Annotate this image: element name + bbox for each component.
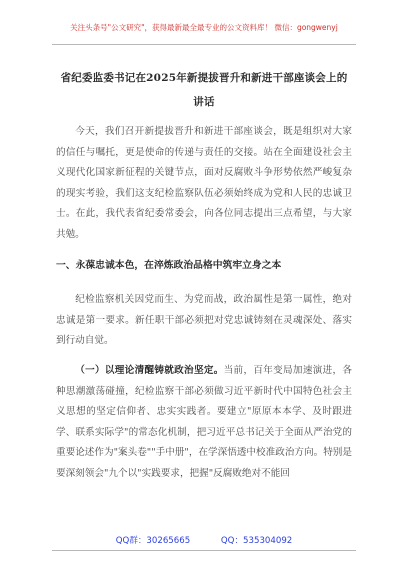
footer-qq-group: QQ群：30265665 <box>115 536 191 546</box>
header-divider <box>52 44 356 45</box>
paragraph-subsection-1 <box>56 361 352 484</box>
subsection-lead: （一）以理论清醒铸就政治坚定。 <box>75 365 224 376</box>
header-banner: 关注头条号"公文研究"，获得最新最全最专业的公文资料库！ 微信：gongwenyj <box>70 23 338 32</box>
paragraph-section-1: 纪检监察机关因党而生、为党而战，政治属性是第一属性，绝对忠诚是第一要求。新任职干部必须把对党忠诚铸刻在灵魂深处、落实到行动自觉。 <box>56 294 352 346</box>
footer-divider <box>52 550 356 551</box>
section-heading-1: 一、永葆忠诚本色，在淬炼政治品格中筑牢立身之本 <box>56 260 282 271</box>
paragraph-intro: 今天，我们召开新提拔晋升和新进干部座谈会，既是组织对大家的信任与嘱托，更是使命的传递与责任的交接。站在全面建设社会主义现代化国家新征程的关键节点，面对反腐败斗争形势依然严峻复杂的现实考验，我们这支纪检监察队伍必须始终成为党和人民的忠诚卫士。在此，我代表省纪委常委会，向各位同志提出三点希望，与大家共勉。 <box>56 126 352 240</box>
document-title: 省纪委监委书记在2025年新提拔晋升和新进干部座谈会上的讲话 <box>60 72 348 108</box>
subsection-body: 当前，百年变局加速演进，各种思潮激荡碰撞，纪检监察干部必须做习近平新时代中国特色社会主义思想的坚定信仰者、忠实实践者。要建立"原原本本学、及时跟进学、联系实际学"的常态化机制，把习近平总书记关于全面从严治党的重要论述作为"案头卷""手中册"，在学深悟透中校准政治方向。特别是要深刻领会"九个以"实践要求，把握"反腐败绝对不能回 <box>56 365 353 479</box>
footer-qq: QQ：535304092 <box>220 536 293 546</box>
footer-contact <box>0 534 408 546</box>
